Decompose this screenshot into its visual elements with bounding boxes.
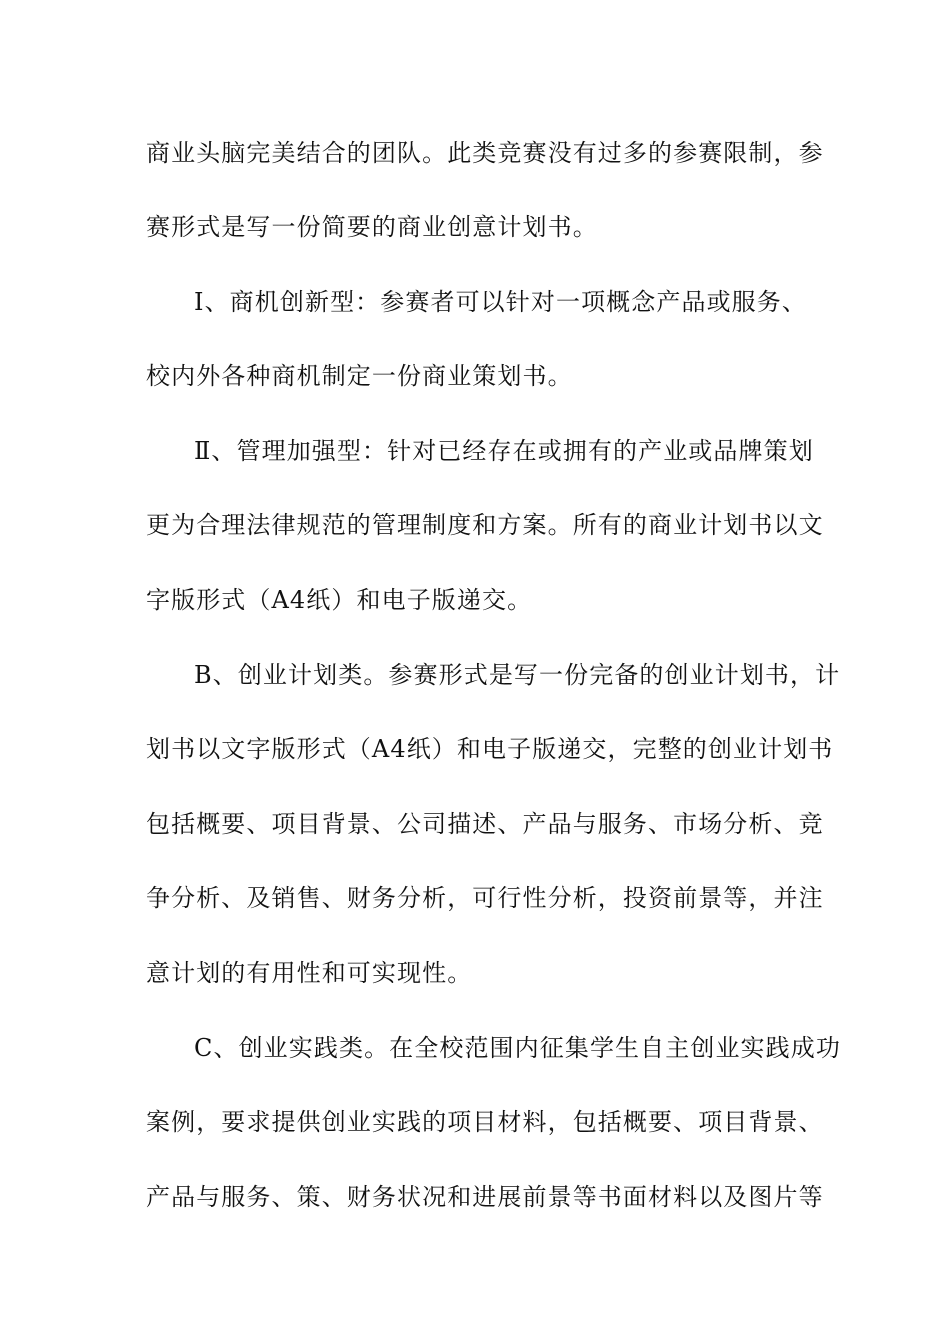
text-line-15: 产品与服务、策、财务状况和进展前景等书面材料以及图片等 [146,1183,824,1211]
text-line-11: 争分析、及销售、财务分析，可行性分析，投资前景等，并注 [146,884,824,912]
text-line-1: 商业头脑完美结合的团队。此类竞赛没有过多的参赛限制，参 [146,139,824,167]
text-line-4: 校内外各种商机制定一份商业策划书。 [146,362,573,390]
text-line-6: 更为合理法律规范的管理制度和方案。所有的商业计划书以文 [146,511,824,539]
text-line-2: 赛形式是写一份简要的商业创意计划书。 [146,213,598,241]
text-line-5: Ⅱ、管理加强型：针对已经存在或拥有的产业或品牌策划 [194,437,814,465]
text-line-7: 字版形式（A4纸）和电子版递交。 [146,586,533,614]
text-line-12: 意计划的有用性和可实现性。 [146,959,473,987]
text-line-14: 案例，要求提供创业实践的项目材料，包括概要、项目背景、 [146,1108,824,1136]
text-line-13: C、创业实践类。在全校范围内征集学生自主创业实践成功 [194,1034,841,1062]
text-line-9: 划书以文字版形式（A4纸）和电子版递交，完整的创业计划书 [146,735,834,763]
text-line-8: B、创业计划类。参赛形式是写一份完备的创业计划书，计 [194,661,841,689]
text-line-10: 包括概要、项目背景、公司描述、产品与服务、市场分析、竞 [146,810,824,838]
text-line-3: Ⅰ、商机创新型：参赛者可以针对一项概念产品或服务、 [194,288,807,316]
